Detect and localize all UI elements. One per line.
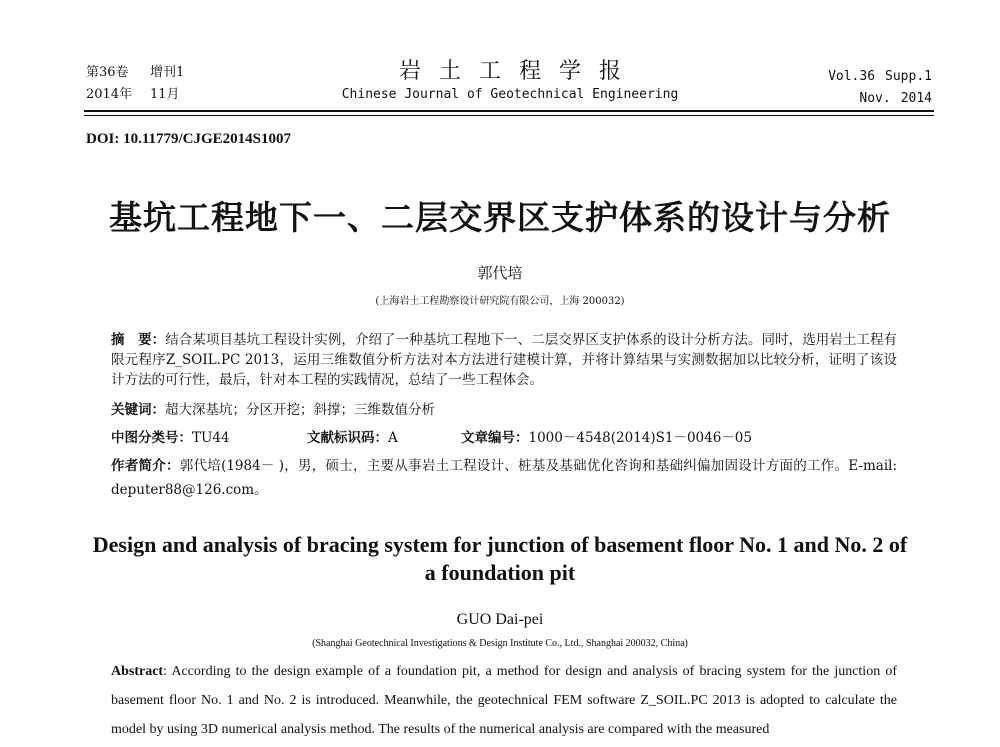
article-no-value: 1000－4548(2014)S1－0046－05	[528, 430, 752, 446]
header-rule-thick	[84, 110, 934, 112]
author-bio-label: 作者简介：	[111, 458, 180, 474]
author-bio-text: 郭代培(1984－ )，男，硕士，主要从事岩土工程设计、桩基及基础优化咨询和基础纠偏加固设计方面的工作。E-mail: deputer88@126.com。	[111, 458, 898, 498]
clc-label: 中图分类号：	[111, 430, 192, 446]
header-date-row	[86, 84, 184, 106]
abstract-cn-text: 结合某项目基坑工程设计实例，介绍了一种基坑工程地下一、二层交界区支护体系的设计分析方法。同时，选用岩土工程有限元程序Z_SOIL.PC 2013，运用三维数值分析方法对本方法进行建模计算，并将计算结果与实测数据加以比较分析，证明了该设计方法的可行性，最后，针对本工程的实践情况，总结了一些工程体会。	[111, 332, 898, 388]
author-en: GUO Dai-pei	[456, 611, 544, 628]
paper-title-cn: 基坑工程地下一、二层交界区支护体系的设计与分析	[109, 198, 891, 237]
volume-en: Vol.36	[828, 69, 876, 84]
article-no-item	[461, 428, 752, 448]
author-bio	[111, 454, 897, 502]
doc-code-value: A	[388, 430, 398, 446]
header-right	[818, 66, 932, 110]
header-center	[300, 58, 720, 104]
journal-title-en: Chinese Journal of Geotechnical Engineering	[341, 87, 679, 102]
paper-title-en: Design and analysis of bracing system for junction of basement floor No. 1 and No. 2 of a foundation pit	[92, 532, 908, 585]
header-volume-row	[86, 62, 184, 84]
header-date-en-row	[818, 88, 932, 110]
author-cn: 郭代培	[477, 264, 523, 282]
doc-code-label: 文献标识码：	[307, 430, 388, 446]
supplement-en: Supp.1	[885, 69, 932, 84]
header-volume-en-row	[818, 66, 932, 88]
abstract-cn-label: 摘 要：	[111, 332, 166, 348]
abstract-cn	[111, 330, 897, 390]
abstract-en-text: : According to the design example of a foundation pit, a method for design and analysis of bracing system for the junction of basement floor No. 1 and No. 2 is introduced. Meanwhile, the geotechnical FEM software Z_SOIL.PC 2013 is adopted to calculate the model by using 3D numerical analysis method. The results of the numerical analysis are compared with the measured	[111, 664, 897, 737]
affiliation-en: (Shanghai Geotechnical Investigations & Design Institute Co., Ltd., Shanghai 200032, China)	[312, 638, 688, 649]
clc-item	[111, 428, 230, 448]
month-en: Nov.	[859, 91, 891, 106]
year-en: 2014	[900, 91, 932, 106]
keywords-cn	[111, 400, 435, 420]
clc-value: TU44	[192, 430, 230, 446]
header-left	[86, 62, 184, 106]
article-no-label: 文章编号：	[461, 430, 529, 446]
affiliation-cn: (上海岩土工程勘察设计研究院有限公司，上海 200032)	[375, 296, 625, 307]
abstract-en-label: Abstract	[111, 664, 164, 679]
journal-title-cn: 岩土工程学报	[398, 59, 639, 84]
month-cn: 11月	[150, 87, 180, 102]
doc-code-item	[307, 428, 398, 448]
keywords-cn-label: 关键词：	[111, 402, 165, 418]
abstract-en	[111, 657, 897, 744]
doi: DOI: 10.11779/CJGE2014S1007	[86, 131, 292, 147]
header-rule-thin	[84, 115, 934, 116]
keywords-cn-text: 超大深基坑；分区开挖；斜撑；三维数值分析	[165, 402, 435, 418]
supplement-cn: 增刊1	[150, 65, 185, 80]
year-cn: 2014年	[86, 87, 133, 102]
volume-cn: 第36卷	[86, 65, 129, 80]
